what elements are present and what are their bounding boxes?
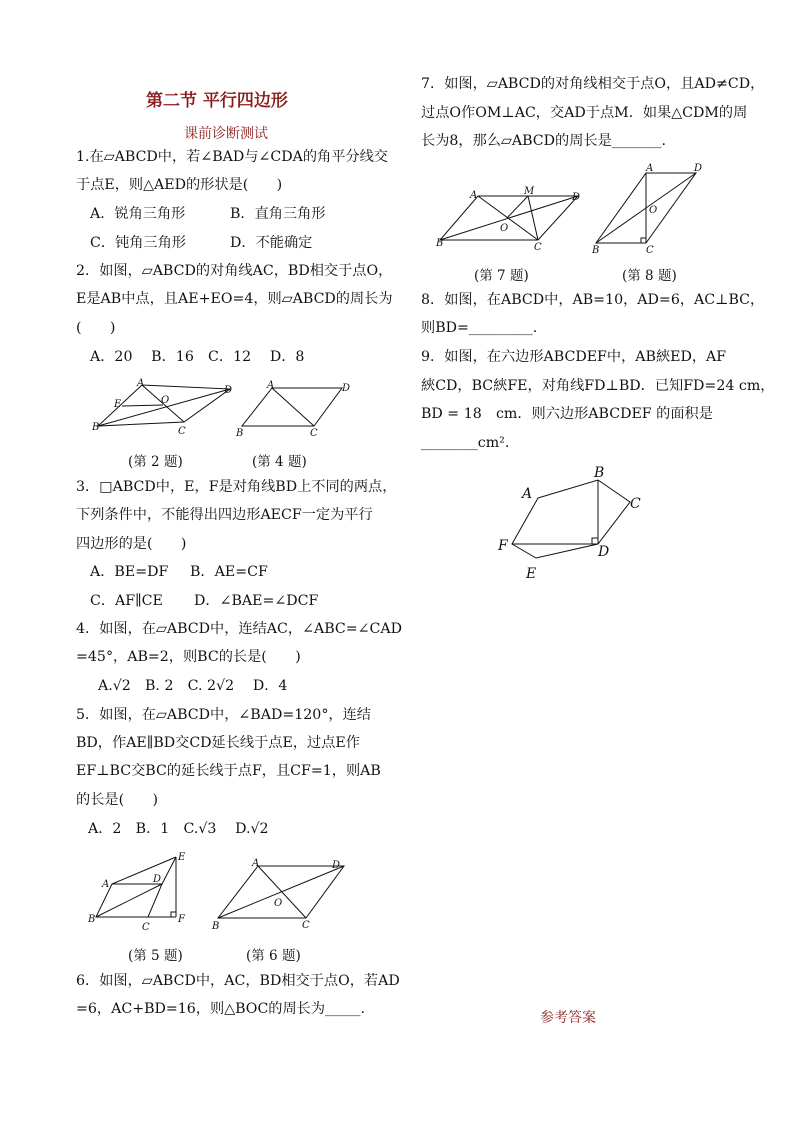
svg-text:D: D: [224, 385, 233, 396]
figure-q7: [436, 186, 586, 253]
q1-option-a: A．锐角三角形: [90, 206, 186, 222]
q5-line1: 5．如图，在▱ABCD中，∠BAD=120°，连结: [76, 707, 371, 723]
q3-line1: 3．□ABCD中，E，F是对角线BD上不同的两点，: [76, 479, 397, 495]
caption-q7: (第 7 题): [474, 268, 529, 284]
svg-text:B: B: [592, 245, 600, 256]
q9-line2: 綊CD，BC綊FE，对角线FD⊥BD．已知FD=24 cm，: [421, 378, 775, 394]
svg-text:E: E: [114, 399, 122, 410]
q4-options: A.√2 B. 2 C. 2√2 D．4: [98, 678, 288, 694]
svg-text:C: C: [178, 426, 186, 437]
q6-line1: 6．如图，▱ABCD中，AC，BD相交于点O，若AD: [76, 973, 400, 989]
svg-text:C: C: [142, 922, 150, 933]
q7-line1: 7．如图，▱ABCD的对角线相交于点O，且AD≠CD，: [421, 76, 765, 92]
svg-text:A: A: [137, 378, 145, 389]
figure-q9: [494, 462, 654, 582]
q3-option-a: A．BE=DF: [90, 564, 169, 580]
svg-text:B: B: [236, 428, 244, 439]
q2-line3: ( ): [76, 320, 116, 336]
section-subtitle: 课前诊断测试: [184, 126, 268, 142]
q9-line1: 9．如图，在六边形ABCDEF中，AB綊ED，AF: [421, 349, 727, 365]
q2-options: A．20 B．16 C．12 D．8: [90, 349, 305, 365]
figure-q6: [212, 856, 352, 932]
svg-text:D: D: [332, 860, 341, 871]
svg-text:O: O: [500, 223, 509, 234]
figure-q2: [90, 378, 240, 438]
figure-q4: [236, 381, 356, 441]
svg-text:A: A: [102, 879, 110, 890]
figure-q5: [86, 850, 196, 933]
q5-line2: BD，作AE∥BD交CD延长线于点E，过点E作: [76, 735, 360, 751]
svg-text:A: A: [646, 163, 654, 174]
page-title: 第二节 平行四边形: [146, 91, 288, 111]
q5-options: A．2 B．1 C.√3 D.√2: [88, 821, 269, 837]
svg-text:D: D: [572, 192, 581, 203]
q5-line3: EF⊥BC交BC的延长线于点F，且CF=1，则AB: [76, 763, 381, 779]
svg-text:B: B: [212, 921, 220, 932]
svg-text:A: A: [252, 858, 260, 869]
q3-option-d: D．∠BAE=∠DCF: [194, 593, 319, 609]
svg-text:D: D: [153, 874, 162, 885]
q3-line3: 四边形的是( ): [76, 536, 187, 552]
svg-text:A: A: [267, 380, 275, 391]
q8-line1: 8．如图，在ABCD中，AB=10，AD=6，AC⊥BC，: [421, 292, 765, 308]
q8-line2: 则BD=_________.: [421, 320, 538, 336]
svg-text:F: F: [178, 914, 185, 925]
svg-text:A: A: [522, 486, 533, 502]
svg-text:D: D: [342, 383, 351, 394]
svg-text:O: O: [649, 205, 658, 216]
svg-text:O: O: [274, 898, 283, 909]
q2-line2: E是AB中点，且AE+EO=4，则▱ABCD的周长为: [76, 291, 393, 307]
svg-text:C: C: [534, 242, 542, 253]
q5-line4: 的长是( ): [76, 792, 159, 808]
svg-text:O: O: [161, 395, 170, 406]
svg-text:D: D: [694, 163, 703, 174]
svg-text:C: C: [310, 428, 318, 439]
q7-line3: 长为8，那么▱ABCD的周长是_______.: [421, 133, 666, 149]
svg-text:E: E: [178, 852, 186, 863]
q2-line1: 2．如图，▱ABCD的对角线AC，BD相交于点O，: [76, 263, 393, 279]
q1-line1: 1.在▱ABCD中，若∠BAD与∠CDA的角平分线交: [76, 149, 388, 165]
q6-line2: =6，AC+BD=16，则△BOC的周长为_____.: [76, 1001, 366, 1017]
caption-q2: (第 2 题): [128, 454, 183, 470]
svg-text:E: E: [526, 566, 537, 582]
svg-text:C: C: [630, 496, 641, 512]
svg-text:M: M: [524, 186, 535, 197]
svg-text:B: B: [594, 465, 605, 481]
svg-text:C: C: [646, 245, 654, 256]
figure-q8: [592, 163, 712, 256]
q7-line2: 过点O作OM⊥AC，交AD于点M．如果△CDM的周: [421, 105, 748, 121]
caption-q5: (第 5 题): [128, 948, 183, 964]
answers-link[interactable]: 参考答案: [540, 1010, 596, 1026]
q9-line3: BD = 18 cm．则六边形ABCDEF 的面积是: [421, 406, 713, 422]
q3-option-c: C．AF∥CE: [90, 593, 163, 609]
q4-line1: 4．如图，在▱ABCD中，连结AC，∠ABC=∠CAD: [76, 621, 403, 637]
caption-q6: (第 6 题): [246, 948, 301, 964]
q4-line2: =45°，AB=2，则BC的长是( ): [76, 649, 301, 665]
q3-option-b: B．AE=CF: [190, 564, 268, 580]
caption-q8: (第 8 题): [622, 268, 677, 284]
svg-text:B: B: [88, 914, 96, 925]
q9-line4: ________cm².: [421, 435, 510, 451]
q1-option-b: B．直角三角形: [230, 206, 326, 222]
svg-text:F: F: [498, 538, 508, 554]
q1-option-d: D．不能确定: [230, 235, 313, 251]
svg-text:D: D: [598, 544, 610, 560]
q1-option-c: C．钝角三角形: [90, 235, 186, 251]
q3-line2: 下列条件中，不能得出四边形AECF一定为平行: [76, 507, 373, 523]
svg-text:C: C: [302, 920, 310, 931]
q1-line2: 于点E，则△AED的形状是( ): [76, 177, 283, 193]
svg-text:A: A: [470, 190, 478, 201]
svg-text:B: B: [436, 238, 444, 249]
svg-text:B: B: [92, 422, 100, 433]
caption-q4: (第 4 题): [252, 454, 307, 470]
